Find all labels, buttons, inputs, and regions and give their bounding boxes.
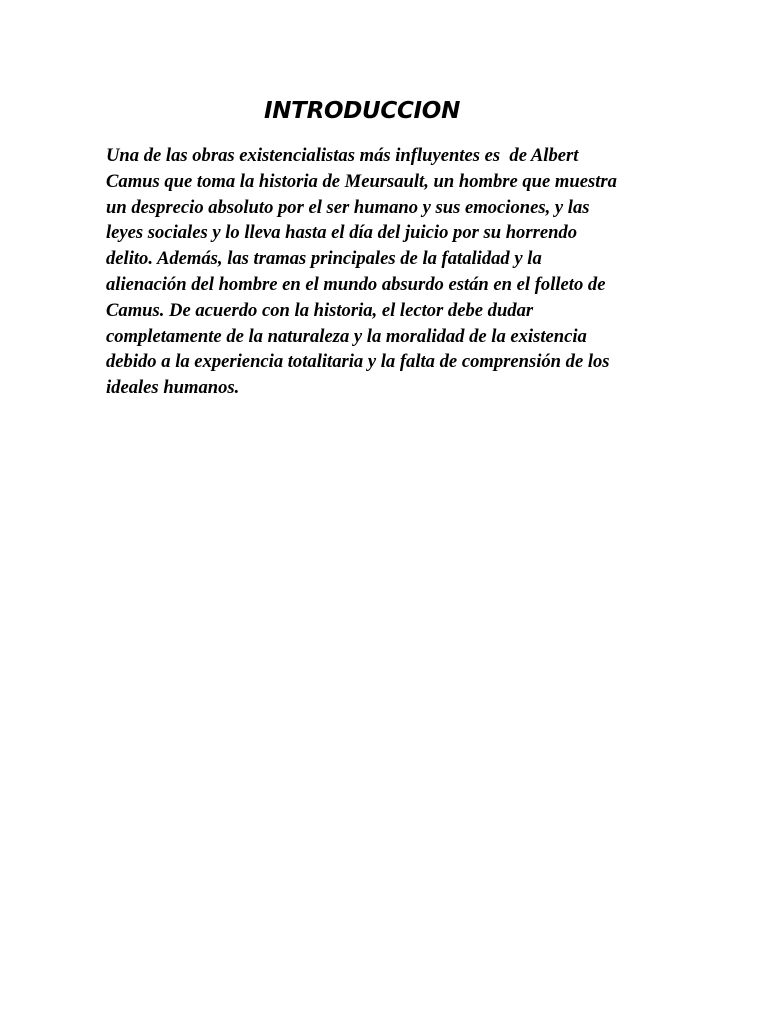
- introduction-paragraph: [106, 143, 666, 401]
- paragraph-line: ideales humanos.: [106, 377, 240, 399]
- paragraph-line: Una de las obras existencialistas más influyentes es de Albert: [106, 145, 579, 166]
- page-title: INTRODUCCION: [263, 98, 461, 124]
- paragraph-line: Camus que toma la historia de Meursault, un hombre que muestra: [106, 170, 617, 192]
- paragraph-line: leyes sociales y lo lleva hasta el día del juicio por su horrendo: [106, 222, 578, 244]
- paragraph-line: un desprecio absoluto por el ser humano y sus emociones, y las: [106, 196, 590, 218]
- paragraph-line: delito. Además, las tramas principales de la fatalidad y la: [106, 248, 542, 270]
- paragraph-line: debido a la experiencia totalitaria y la falta de comprensión de los: [106, 351, 610, 373]
- paragraph-line: Camus. De acuerdo con la historia, el lector debe dudar: [106, 299, 534, 321]
- paragraph-line: alienación del hombre en el mundo absurdo están en el folleto de: [106, 273, 606, 295]
- paragraph-line: completamente de la naturaleza y la moralidad de la existencia: [106, 325, 587, 347]
